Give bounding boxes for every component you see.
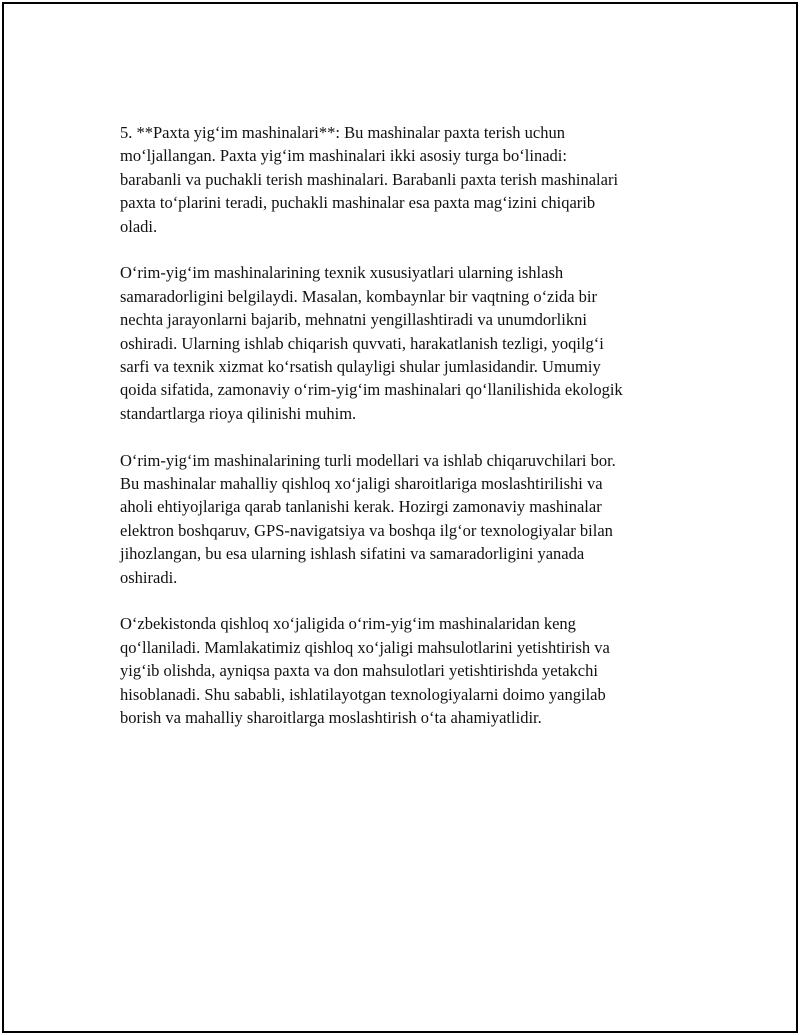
document-body <box>120 121 684 730</box>
paragraph-uzbekistan-usage: O‘zbekistonda qishloq xo‘jaligida o‘rim-yig‘im mashinalaridan keng qo‘llaniladi. Mamlakatimiz qishloq xo‘jaligi mahsulotlarini yetishtirish va yig‘ib olishda, ayniqsa paxta va don mahsulotlari yetishtirishda yetakchi hisoblanadi. Shu sababli, ishlatilayotgan texnologiyalarni doimo yangilab borish va mahalliy sharoitlarga moslashtirish o‘ta ahamiyatlidir. <box>120 614 610 728</box>
paragraph-cotton-harvesters: 5. **Paxta yig‘im mashinalari**: Bu mashinalar paxta terish uchun mo‘ljallangan. Paxta yig‘im mashinalari ikki asosiy turga bo‘linadi: barabanli va puchakli terish mashinalari. Barabanli paxta terish mashinalari paxta to‘plarini teradi, puchakli mashinalar esa paxta mag‘izini chiqarib oladi. <box>120 123 619 236</box>
document-page <box>2 2 798 1033</box>
paragraph-technical-features: O‘rim-yig‘im mashinalarining texnik xususiyatlari ularning ishlash samaradorligini belgilaydi. Masalan, kombaynlar bir vaqtning o‘zida bir nechta jarayonlarni bajarib, mehnatni yengillashtiradi va unumdorlikni oshiradi. Ularning ishlab chiqarish quvvati, harakatlanish tezligi, yoqilg‘i sarfi va texnik xizmat ko‘rsatish qulayligi shular jumlasidandir. Umumiy qoida sifatida, zamonaviy o‘rim-yig‘im mashinalari qo‘llanilishida ekologik standartlarga rioya qilinishi muhim. <box>120 263 623 423</box>
paragraph-models-manufacturers: O‘rim-yig‘im mashinalarining turli modellari va ishlab chiqaruvchilari bor. Bu mashinalar mahalliy qishloq xo‘jaligi sharoitlariga moslashtirilishi va aholi ehtiyojlariga qarab tanlanishi kerak. Hozirgi zamonaviy mashinalar elektron boshqaruv, GPS-navigatsiya va boshqa ilg‘or texnologiyalar bilan jihozlangan, bu esa ularning ishlash sifatini va samaradorligini yanada oshiradi. <box>120 450 616 587</box>
